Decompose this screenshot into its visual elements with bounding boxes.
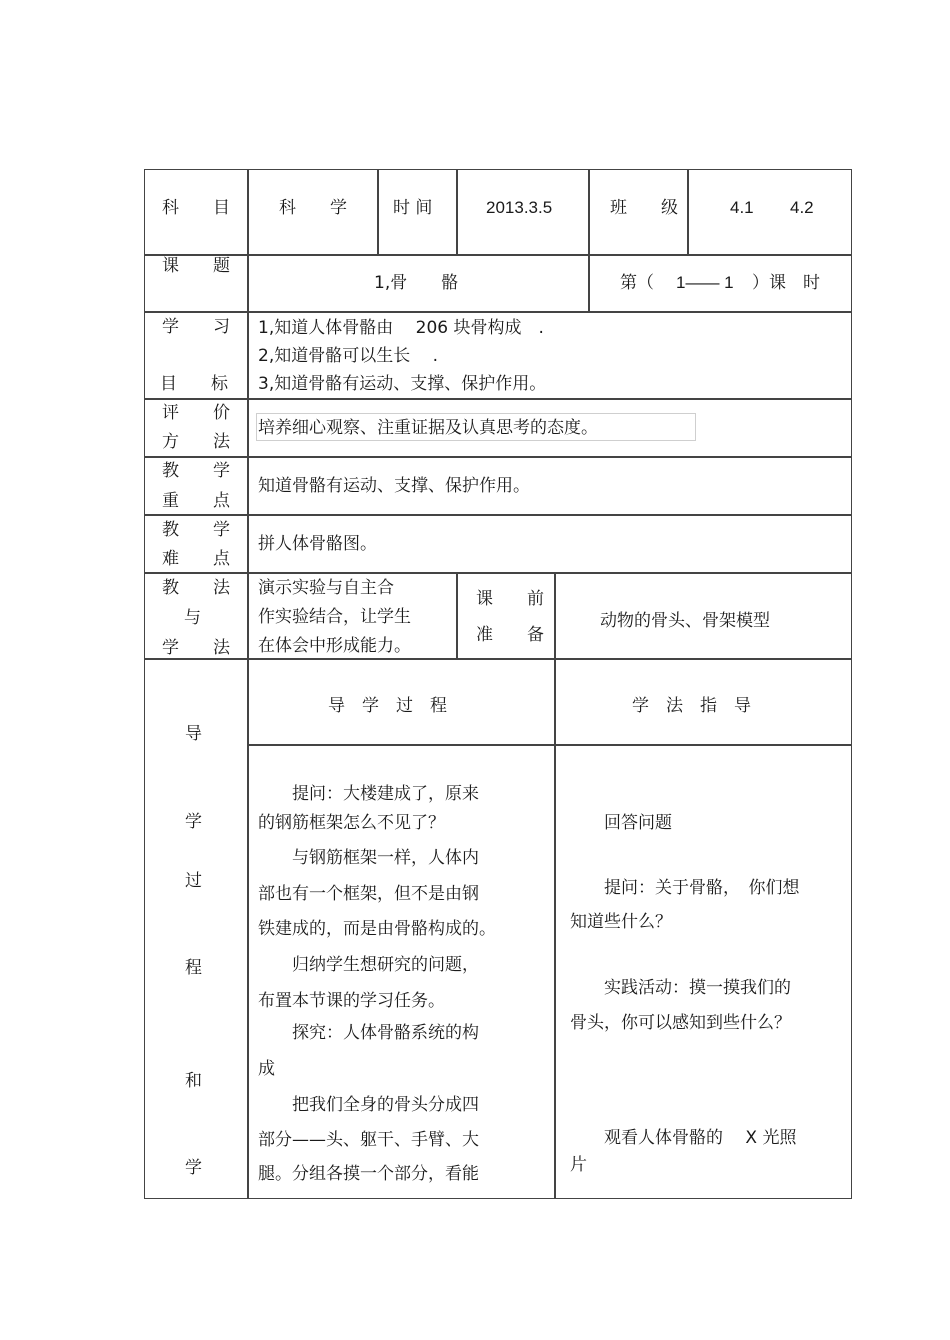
method-line: 知道些什么？ (570, 912, 672, 932)
goal-item: 3,知道骨骼有运动、支撑、保护作用。 (258, 374, 547, 394)
col-divider (456, 572, 458, 659)
focus-label-top: 教 学 (162, 461, 230, 481)
col-divider (687, 169, 689, 255)
row-divider (144, 254, 852, 256)
evaluation-label-top: 评 价 (162, 403, 230, 423)
guide-line: 腿。分组各摸一个部分，看能 (258, 1164, 479, 1184)
difficulty-label-top: 教 学 (162, 520, 230, 540)
col-divider (456, 169, 458, 255)
goals-label-bottom: 目 标 (160, 374, 228, 394)
guide-line: 的钢筋框架怎么不见了？ (258, 813, 445, 833)
methods-label-1: 教 法 (162, 578, 230, 598)
row-divider (144, 572, 852, 574)
focus-text: 知道骨骼有运动、支撑、保护作用。 (258, 476, 530, 496)
guide-line: 布置本节课的学习任务。 (258, 991, 445, 1011)
methods-line: 演示实验与自主合 (258, 578, 394, 598)
row-divider (144, 456, 852, 458)
prep-label-bottom: 准 备 (476, 625, 544, 645)
row-divider (144, 658, 852, 660)
method-line: 骨头，你可以感知到些什么？ (570, 1013, 791, 1033)
row-divider (144, 398, 852, 400)
process-side-char: 和 (185, 1071, 202, 1091)
process-side-char: 程 (185, 958, 202, 978)
guide-line: 归纳学生想研究的问题， (258, 955, 479, 975)
methods-line: 作实验结合，让学生 (258, 607, 411, 627)
process-side-char: 学 (185, 812, 202, 832)
guide-line: 提问：大楼建成了，原来 (258, 784, 479, 804)
method-column-header: 学 法 指 导 (632, 696, 751, 716)
guide-line: 部也有一个框架，但不是由钢 (258, 884, 479, 904)
difficulty-text: 拼人体骨骼图。 (258, 534, 377, 554)
lesson-range: 1—— 1 (676, 273, 734, 292)
guide-line: 部分——头、躯干、手臂、大 (258, 1130, 479, 1150)
row-divider (248, 744, 852, 746)
methods-label-2: 与 (184, 608, 201, 628)
methods-line: 在体会中形成能力。 (258, 636, 411, 656)
guide-line: 铁建成的，而是由骨骼构成的。 (258, 919, 496, 939)
prep-text: 动物的骨头、骨架模型 (600, 611, 770, 631)
goals-label-top: 学 习 (162, 317, 230, 337)
col-divider (247, 169, 249, 1199)
difficulty-label-bottom: 难 点 (162, 549, 230, 569)
focus-label-bottom: 重 点 (162, 491, 230, 511)
subject-value: 科 学 (279, 198, 347, 218)
goal-item: 2,知道骨骼可以生长 . (258, 346, 439, 366)
process-side-char: 过 (185, 871, 202, 891)
date-value: 2013.3.5 (486, 198, 553, 217)
time-label: 时 间 (393, 198, 433, 218)
col-divider (588, 169, 590, 312)
process-side-char: 学 (185, 1158, 202, 1178)
method-line: 观看人体骨骼的 X 光照 (570, 1128, 797, 1148)
evaluation-text: 培养细心观察、注重证据及认真思考的态度。 (258, 418, 598, 438)
method-line: 实践活动：摸一摸我们的 (570, 978, 791, 998)
goal-item: 1,知道人体骨骼由 206 块骨构成 . (258, 318, 544, 338)
topic-title: 1,骨 骼 (374, 273, 459, 293)
class-value-2: 4.2 (790, 198, 814, 217)
row-divider (144, 514, 852, 516)
guide-line: 成 (258, 1059, 275, 1079)
col-divider (377, 169, 379, 255)
topic-label: 课 题 (162, 256, 230, 276)
row-divider (144, 311, 852, 313)
methods-label-3: 学 法 (162, 638, 230, 658)
evaluation-label-bottom: 方 法 (162, 432, 230, 452)
process-side-char: 导 (185, 724, 202, 744)
class-value-1: 4.1 (730, 198, 754, 217)
method-line: 片 (570, 1155, 587, 1175)
method-line: 回答问题 (570, 813, 672, 833)
guide-line: 探究：人体骨骼系统的构 (258, 1023, 479, 1043)
class-label: 班 级 (610, 198, 678, 218)
lesson-prefix: 第（ (620, 273, 654, 293)
col-divider (554, 572, 556, 1199)
subject-label: 科 目 (162, 198, 230, 218)
method-line: 提问：关于骨骼， 你们想 (570, 878, 800, 898)
prep-label-top: 课 前 (476, 589, 544, 609)
lesson-suffix: ）课 时 (752, 273, 820, 293)
guide-column-header: 导 学 过 程 (328, 696, 447, 716)
guide-line: 与钢筋框架一样，人体内 (258, 848, 479, 868)
guide-line: 把我们全身的骨头分成四 (258, 1095, 479, 1115)
